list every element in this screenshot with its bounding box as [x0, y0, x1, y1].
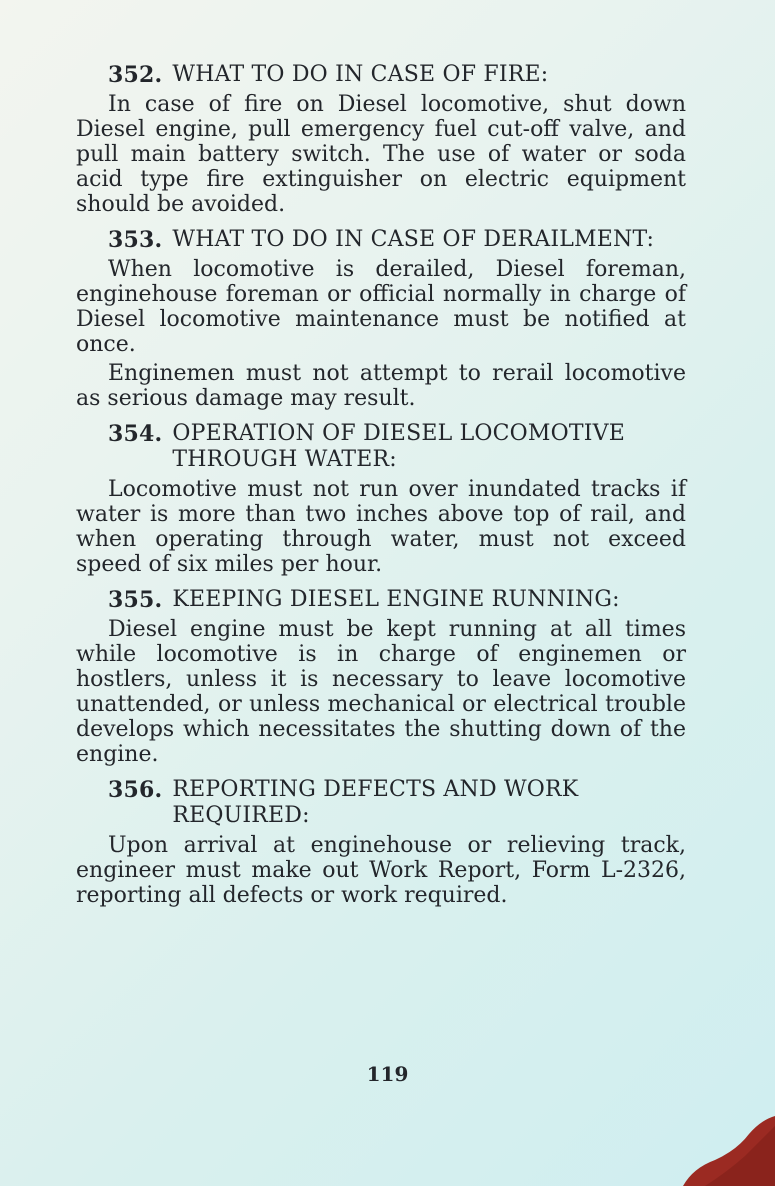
section-heading: [108, 62, 686, 88]
section-number: 355.: [108, 587, 163, 613]
section-number: 354.: [108, 421, 163, 447]
section-number: 352.: [108, 62, 163, 88]
section-paragraph: Diesel engine must be kept running at all times while locomotive is in charge of enginemen or hostlers, unless it is necessary to leave locomotive unattended, or unless mechanical or electrical trouble develops which necessitates the shutting down of the engine.: [76, 617, 686, 767]
section-title: WHAT TO DO IN CASE OF FIRE:: [172, 62, 549, 87]
section-number: 356.: [108, 777, 163, 803]
section-paragraph: In case of fire on Diesel locomotive, shut down Diesel engine, pull emergency fuel cut-off valve, and pull main battery switch. The use of water or soda acid type fire extinguisher on electric equipment should be avoided.: [76, 92, 686, 217]
section-title: OPERATION OF DIESEL LOCOMOTIVE THROUGH WATER:: [172, 421, 625, 472]
section-heading: [108, 421, 686, 473]
section-355: [76, 587, 686, 767]
section-heading: [108, 777, 686, 829]
section-356: [76, 777, 686, 908]
section-paragraph: Locomotive must not run over inundated tracks if water is more than two inches above top of rail, and when operating through water, must not exceed speed of six miles per hour.: [76, 477, 686, 577]
section-heading: [108, 587, 686, 613]
section-352: [76, 62, 686, 217]
section-354: [76, 421, 686, 577]
section-353: [76, 227, 686, 411]
corner-tab-decoration: [675, 1116, 775, 1186]
section-paragraph: Enginemen must not attempt to rerail locomotive as serious damage may result.: [76, 361, 686, 411]
section-paragraph: When locomotive is derailed, Diesel foreman, enginehouse foreman or official normally in charge of Diesel locomotive maintenance must be notified at once.: [76, 257, 686, 357]
page-body: [76, 62, 686, 918]
section-heading: [108, 227, 686, 253]
page-number: 119: [366, 1062, 409, 1086]
section-paragraph: Upon arrival at enginehouse or relieving track, engineer must make out Work Report, Form L-2326, reporting all defects or work required.: [76, 833, 686, 908]
section-title: REPORTING DEFECTS AND WORK REQUIRED:: [172, 777, 579, 828]
section-title: KEEPING DIESEL ENGINE RUNNING:: [172, 587, 620, 612]
section-number: 353.: [108, 227, 163, 253]
section-title: WHAT TO DO IN CASE OF DERAILMENT:: [172, 227, 655, 252]
